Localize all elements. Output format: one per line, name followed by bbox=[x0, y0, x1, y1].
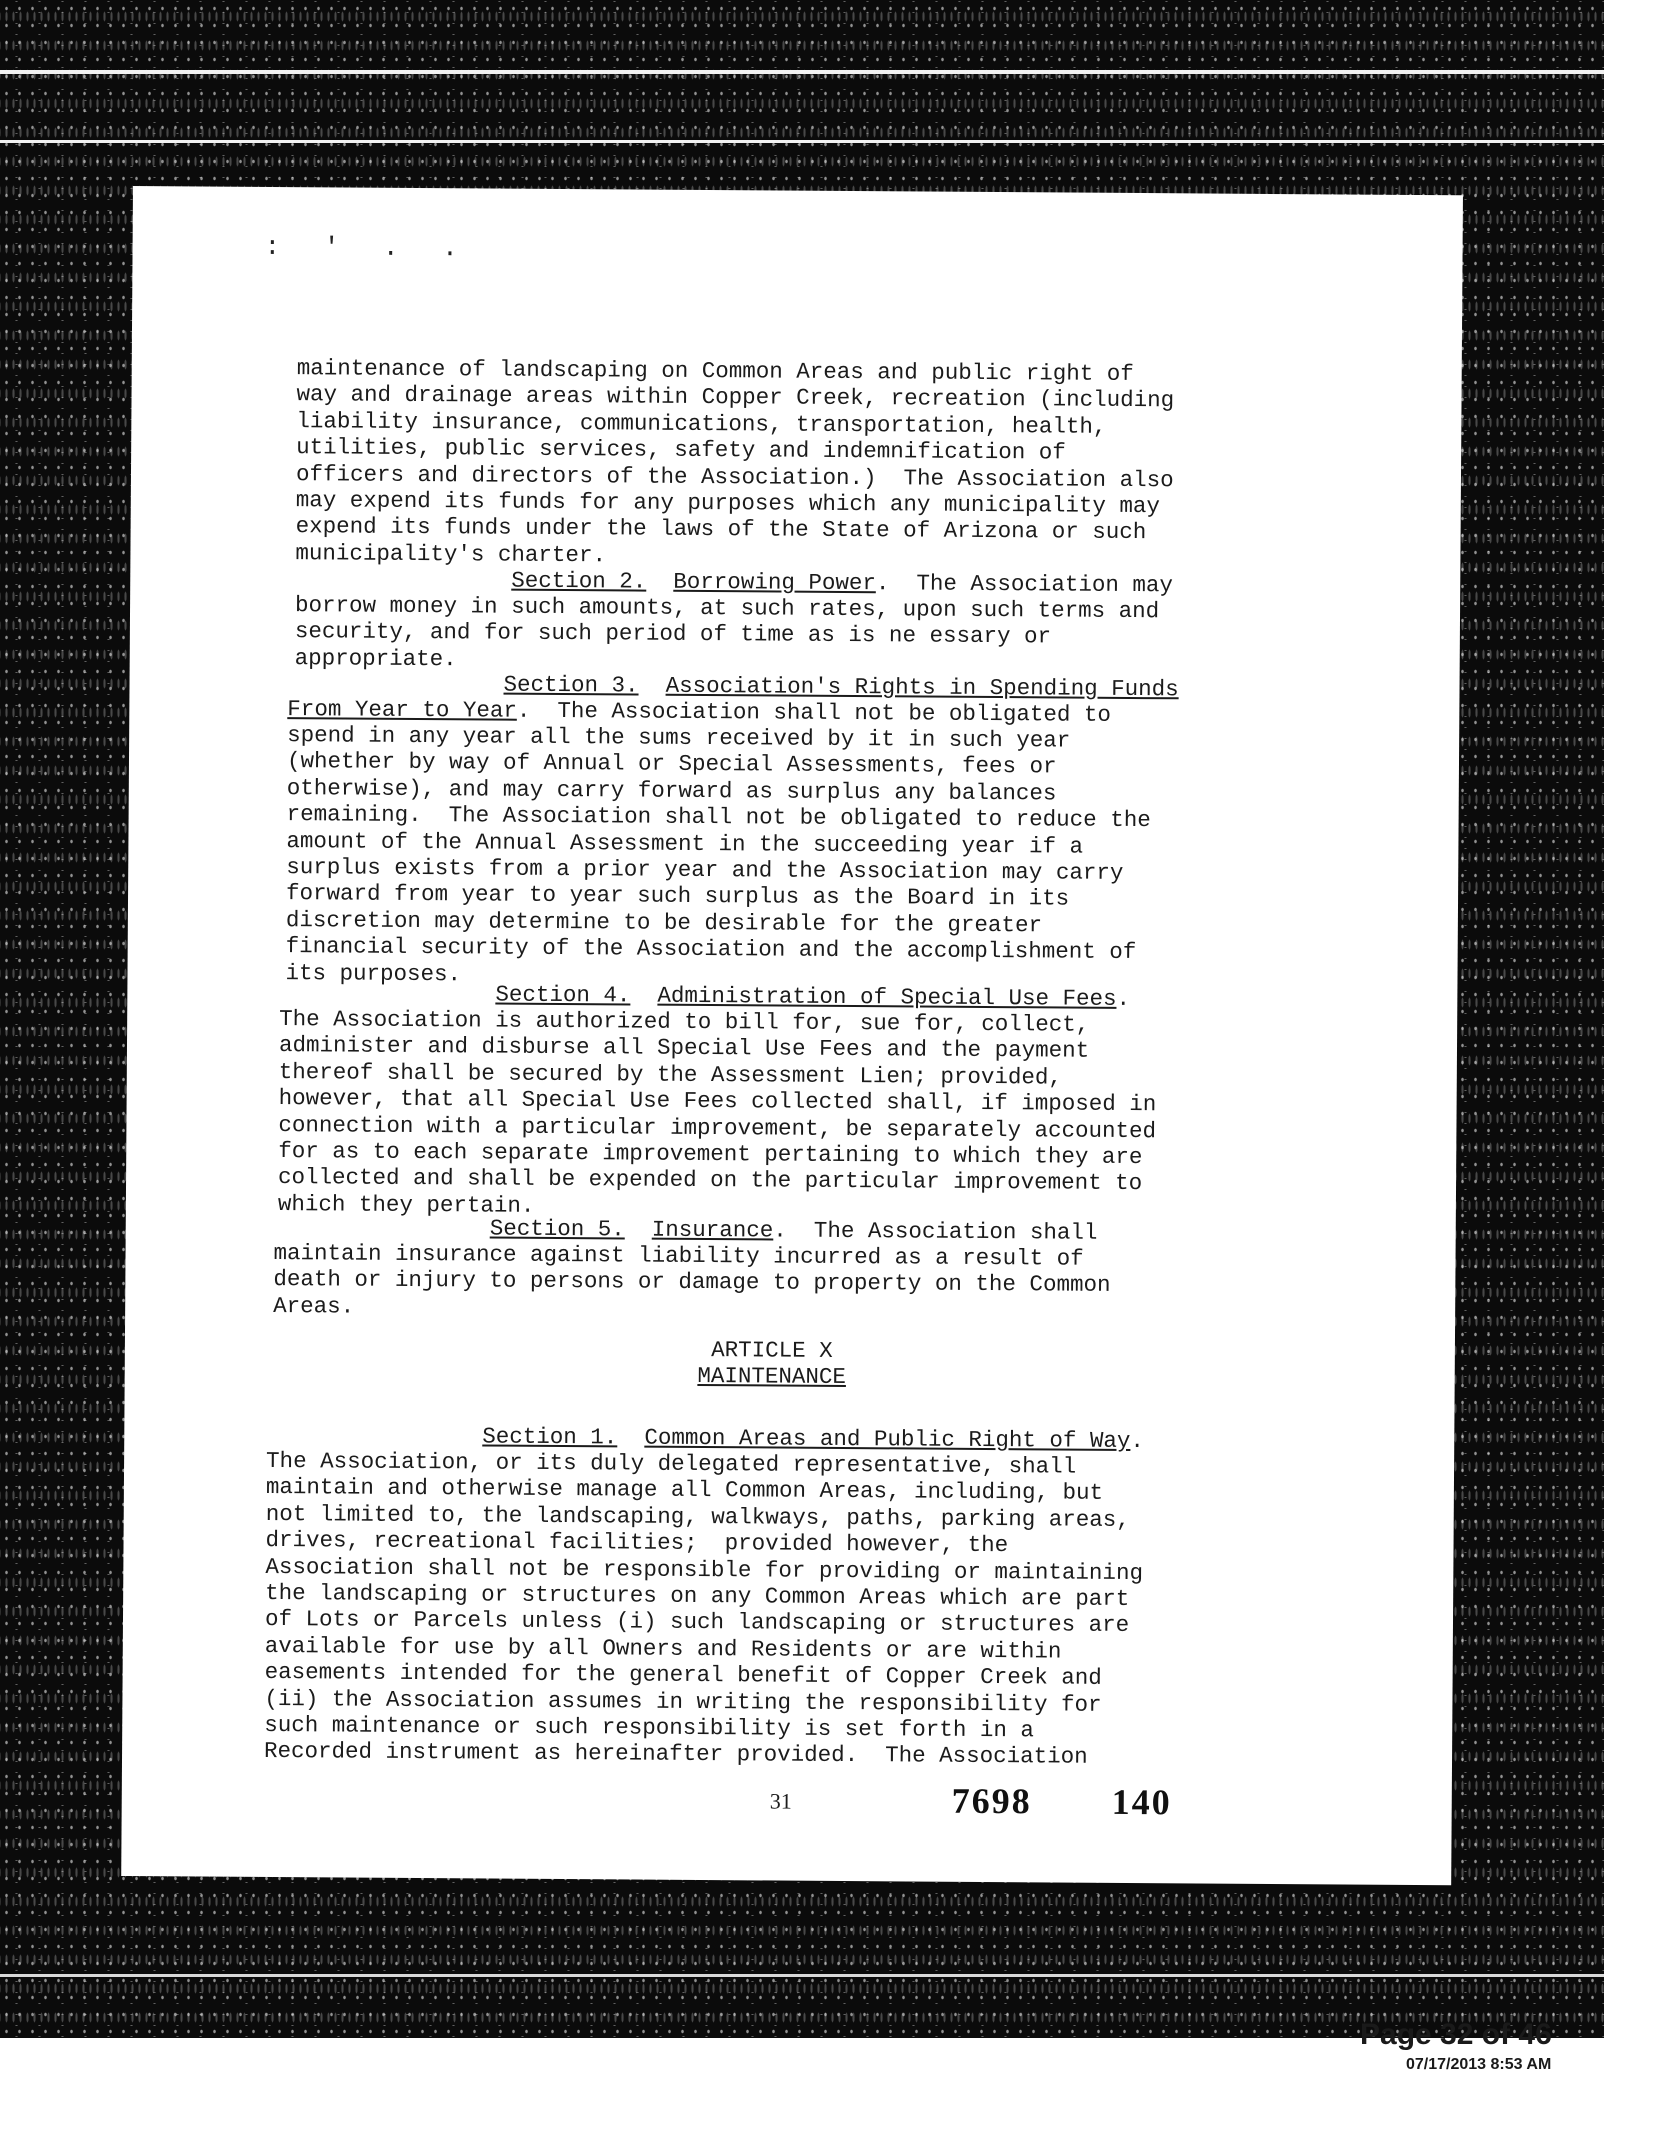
section-3-body: spend in any year all the sums received by it in such year (whether by way of Annual or Special Assessments, fees or otherwise), and may carry forward as surplus any balances remaining. The Association shall not be obligated to reduce the amount of the Annual Assessment in the succeeding year if a surplus exists from a prior year and the Association may carry forward from year to year such surplus as the Board in its discretion may determine to be desirable for the greater financial security of the Association and the accomplishment of its purposes. bbox=[285, 722, 1151, 987]
section-3-label: Section 3. bbox=[503, 671, 639, 699]
section-4-label: Section 4. bbox=[495, 981, 631, 1009]
scan-streak bbox=[0, 1974, 1604, 1977]
document-page bbox=[121, 186, 1463, 1885]
section-4-heading-line: Section 4. Administration of Special Use Fees. bbox=[495, 981, 1131, 1012]
corner-mark: : ' . . bbox=[264, 231, 472, 264]
section-5-title: Insurance bbox=[651, 1216, 774, 1244]
article-10-section-1-body: The Association, or its duly delegated representative, shall maintain and otherwise manage all Common Areas, including, but not limited to, the landscaping, walkways, paths, parking areas, drives, recreational facilities; provided however, the Association shall not be responsible for providing or maintaining the landscaping or structures on any Common Areas which are part of Lots or Parcels unless (i) such landscaping or structures are available for use by all Owners and Residents or are within easements intended for the general benefit of Copper Creek and (ii) the Association assumes in writing the responsibility for such maintenance or such responsibility is set forth in a Recorded instrument as hereinafter provided. The Association bbox=[263, 1447, 1144, 1771]
paragraph-maintenance-continued: maintenance of landscaping on Common Areas and public right of way and drainage areas within Copper Creek, recreation (including liability insurance, communications, transportation, health, utilities, public services, safety and indemnification of officers and directors of the Association.) The Association also may expend its funds for any purposes which any municipality may expend its funds under the laws of the State of Arizona or such municipality's charter. bbox=[295, 355, 1175, 569]
section-2-title: Borrowing Power bbox=[673, 568, 876, 597]
section-3-title-cont: From Year to Year bbox=[287, 696, 517, 724]
article-title: MAINTENANCE bbox=[697, 1362, 847, 1391]
section-5-label: Section 5. bbox=[489, 1215, 625, 1243]
article-number: ARTICLE X bbox=[711, 1337, 833, 1364]
recording-book-number: 7698 bbox=[951, 1780, 1032, 1822]
section-5-lead: . The Association shall bbox=[773, 1217, 1098, 1246]
section-2-lead: . The Association may bbox=[875, 570, 1174, 599]
print-timestamp: 07/17/2013 8:53 AM bbox=[1406, 2056, 1552, 2073]
article-10-section-1-label: Section 1. bbox=[482, 1423, 618, 1451]
section-3-lead: . The Association shall not be obligated to bbox=[516, 697, 1112, 728]
recording-page-number: 140 bbox=[1111, 1781, 1172, 1823]
section-5-body: maintain insurance against liability incurred as a result of death or injury to persons or damage to property on the Common Areas. bbox=[273, 1240, 1111, 1320]
section-4-title: Administration of Special Use Fees bbox=[657, 982, 1117, 1012]
section-2-label: Section 2. bbox=[511, 567, 647, 595]
page-counter: Page 32 of 46 bbox=[1360, 2018, 1552, 2051]
section-4-body: The Association is authorized to bill for, sue for, collect, administer and disburse all Special Use Fees and the payment thereof shall be secured by the Assessment Lien; provided, however, that all Special Use Fees collected shall, if imposed in connection with a particular improvement, be separately accounted for as to each separate improvement pertaining to which they are collected and shall be expended on the particular improvement to which they pertain. bbox=[277, 1006, 1157, 1219]
page-number: 31 bbox=[769, 1788, 792, 1814]
section-3-title: Association's Rights in Spending Funds bbox=[665, 672, 1179, 703]
article-10-section-1-heading-line: Section 1. Common Areas and Public Right of Way. bbox=[482, 1423, 1145, 1455]
article-10-section-1-title: Common Areas and Public Right of Way bbox=[644, 1424, 1131, 1454]
scan-streak bbox=[0, 70, 1604, 74]
section-2-body: borrow money in such amounts, at such rates, upon such terms and security, and for such period of time as is ne essary or appropriate. bbox=[294, 592, 1160, 673]
scan-streak bbox=[0, 140, 1604, 143]
